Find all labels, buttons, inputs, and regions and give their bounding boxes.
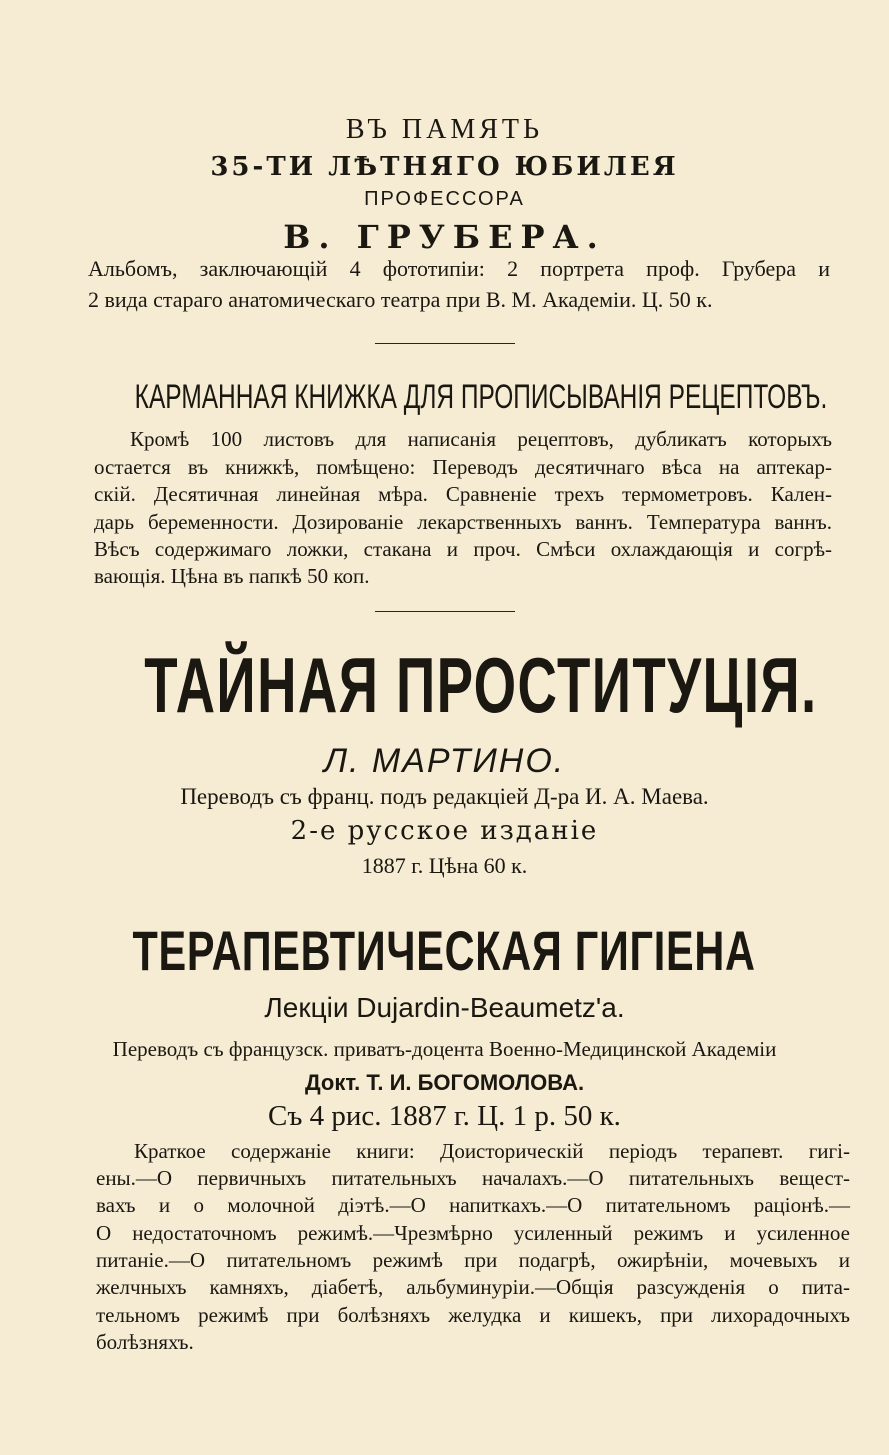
divider	[375, 611, 515, 612]
pocketbook-body-line: скій. Десятичная линейная мѣра. Сравненіе трехъ термометровъ. Кален-	[94, 482, 832, 506]
hygiene-price: Съ 4 рис. 1887 г. Ц. 1 р. 50 к.	[268, 1100, 621, 1132]
prostitution-price: 1887 г. Цѣна 60 к.	[361, 853, 528, 878]
summary-line: вахъ и о молочной діэтѣ.—О напиткахъ.—О питательномъ раціонѣ.—	[96, 1193, 850, 1217]
memorial-heading: ВЪ ПАМЯТЬ	[345, 114, 544, 145]
edition-note: 2-е русское изданіе	[290, 816, 599, 846]
summary-line: О недостаточномъ режимѣ.—Чрезмѣрно усиленный режимъ и усиленное	[96, 1221, 850, 1245]
pocketbook-body-line: дарь беременности. Дозированіе лекарственныхъ ваннъ. Температура ваннъ.	[94, 510, 832, 534]
pocketbook-body-line: Кромѣ 100 листовъ для написанія рецептовъ, дубликатъ которыхъ	[130, 427, 832, 451]
pocketbook-title	[0, 378, 889, 417]
translator-name: Докт. Т. И. БОГОМОЛОВА.	[304, 1070, 585, 1095]
summary-line: болѣзняхъ.	[96, 1330, 194, 1354]
summary-line: питаніе.—О питательномъ режимѣ при подагрѣ, ожирѣніи, мочевыхъ и	[96, 1248, 850, 1272]
summary-line: Краткое содержаніе книги: Доисторическій періодъ терапевт. гигі-	[134, 1139, 850, 1163]
divider	[375, 343, 515, 344]
summary-line: ены.—О первичныхъ питательныхъ началахъ.—О питательныхъ вещест-	[96, 1166, 850, 1190]
lectures-line: Лекціи Dujardin-Beaumetz'a.	[264, 992, 625, 1023]
pocketbook-body-line: остается въ книжкѣ, помѣщено: Переводъ десятичнаго вѣса на аптекар-	[94, 455, 832, 479]
jubilee-heading: 35-ТИ ЛѢТНЯГО ЮБИЛЕЯ	[210, 152, 679, 182]
hygiene-title-text: ТЕРАПЕВТИЧЕСКАЯ ГИГІЕНА	[132, 919, 757, 982]
pocketbook-body-line: Вѣсъ содержимаго ложки, стакана и проч. Смѣси охлаждающія и согрѣ-	[94, 537, 832, 561]
translation-note: Переводъ съ франц. подъ редакціей Д-ра И. А. Маева.	[180, 784, 709, 809]
prostitution-title-text: ТАЙНАЯ ПРОСТИТУЦІЯ.	[144, 641, 818, 729]
hygiene-title	[0, 918, 889, 983]
hygiene-translation: Переводъ съ французск. приватъ-доцента Военно-Медицинской Академіи	[112, 1037, 777, 1061]
album-description-line: 2 вида стараго анатомическаго театра при В. М. Академіи. Ц. 50 к.	[88, 287, 713, 312]
author-name: Л. МАРТИНО.	[323, 742, 566, 780]
pocketbook-title-text: КАРМАННАЯ КНИЖКА ДЛЯ ПРОПИСЫВАНІЯ РЕЦЕПТОВЪ.	[134, 378, 828, 416]
pocketbook-body-line: вающія. Цѣна въ папкѣ 50 коп.	[94, 564, 370, 588]
gruber-name: В. ГРУБЕРА.	[283, 218, 606, 256]
summary-line: желчныхъ камняхъ, діабетѣ, альбуминуріи.—Общія разсужденія о пита-	[96, 1275, 850, 1299]
album-description-line: Альбомъ, заключающій 4 фототипіи: 2 портрета проф. Грубера и	[88, 256, 830, 281]
summary-line: тельномъ режимѣ при болѣзняхъ желудка и кишекъ, при лихорадочныхъ	[96, 1303, 850, 1327]
professor-label: ПРОФЕССОРА	[364, 188, 525, 210]
prostitution-title	[0, 640, 889, 731]
